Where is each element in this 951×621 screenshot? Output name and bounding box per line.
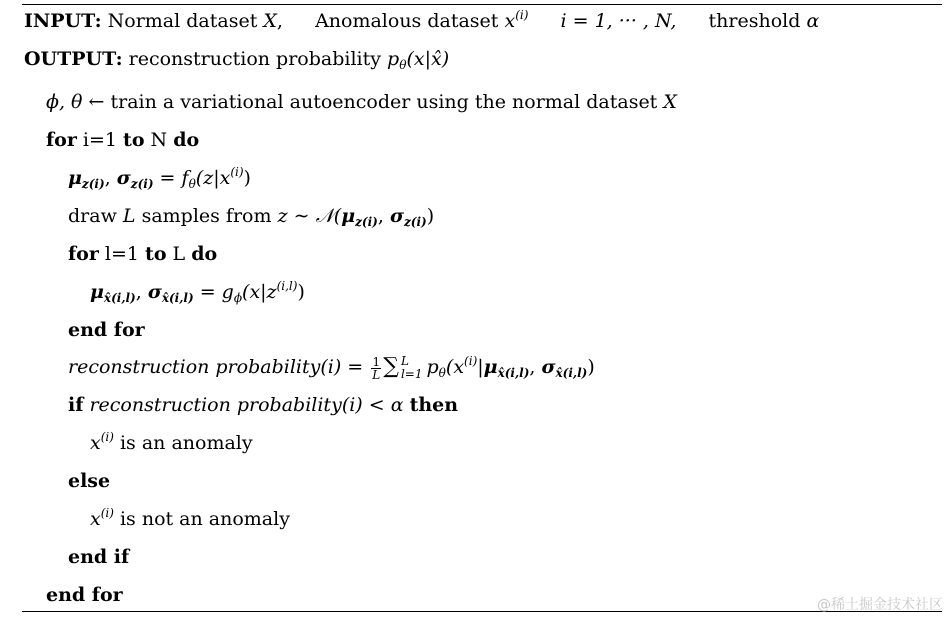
outer-for-line — [46, 128, 199, 152]
encoder-args-sup: (i) — [230, 165, 244, 179]
for-range-start: l=1 — [104, 243, 139, 265]
do-keyword: do — [191, 243, 218, 265]
draw-close: ) — [426, 205, 435, 227]
input-sep: , — [276, 10, 283, 32]
inner-for-line — [68, 242, 217, 266]
for-keyword: for — [68, 243, 99, 265]
recon-mu-sub: x̂(i,l) — [497, 366, 530, 380]
mu-subscript: z(i) — [81, 177, 105, 191]
train-var-x: X — [663, 91, 677, 113]
algorithm-bottom-rule — [22, 611, 942, 612]
threshold-var: α — [806, 10, 820, 32]
then-keyword: then — [409, 394, 459, 416]
recon-args-sup: (i) — [464, 354, 478, 368]
encoder-args: (z|x — [195, 167, 231, 189]
if-line — [68, 393, 458, 417]
algorithm-top-rule — [22, 4, 942, 5]
recon-p-sub: θ — [438, 366, 446, 380]
input-var-x: X — [263, 10, 277, 32]
index-range: i = 1, ··· , N, — [560, 10, 677, 32]
draw-mu-sub: z(i) — [355, 215, 378, 229]
sigma-symbol: σ — [147, 281, 162, 303]
train-text: train a variational autoencoder using the normal dataset — [110, 91, 658, 113]
do-keyword: do — [173, 129, 200, 151]
sum-symbol: ∑ — [383, 354, 399, 379]
not-anomaly-sup: (i) — [100, 506, 114, 520]
encoder-fn-sub: θ — [188, 177, 196, 191]
else-keyword: else — [68, 470, 111, 492]
anomalous-var: x — [504, 10, 516, 32]
decoder-args-sup: (i,l) — [276, 279, 298, 293]
output-label: OUTPUT: — [24, 48, 123, 70]
encoder-eq: = — [159, 167, 176, 189]
input-label: INPUT: — [24, 10, 102, 32]
draw-text: draw — [68, 205, 117, 227]
output-expr-sub: θ — [399, 58, 407, 72]
draw-samples-line: draw L samples from z ∼ $𝒩(\mu_{z(i)}$, $\sigma_{z(i)}$) — [68, 205, 435, 229]
mu-symbol: μ — [68, 167, 82, 189]
sigma-subscript: z(i) — [130, 177, 154, 191]
recon-mu: μ — [483, 356, 498, 378]
sum-lower: l=1 — [400, 367, 423, 381]
draw-mu: μ — [341, 205, 356, 227]
if-condition: reconstruction probability — [89, 394, 342, 416]
draw-z: z ∼ 𝒩( — [277, 205, 342, 227]
mu-symbol: μ — [90, 281, 104, 303]
recon-args: (x — [445, 356, 465, 378]
anomaly-line — [90, 431, 253, 455]
sigma-symbol: σ — [116, 167, 131, 189]
frac-numerator: 1 — [372, 354, 381, 369]
recon-prob-line: reconstruction probability(i) = $\frac{1}{L}$ ∑ L l=1 $p_\theta(x^{(i)}|\mu_{x̂(i,l)}$, $\sigma_{x̂(i,l)}$) — [68, 354, 595, 382]
train-vae-step — [46, 90, 677, 114]
draw-var-l: L — [122, 205, 136, 227]
anomalous-sup: (i) — [515, 8, 529, 22]
recon-lhs: reconstruction probability — [68, 356, 321, 378]
anomaly-sup: (i) — [100, 430, 114, 444]
recon-bar: | — [477, 356, 484, 378]
output-text: reconstruction probability — [128, 48, 381, 70]
not-anomaly-text: is not an anomaly — [119, 508, 290, 530]
frac-denominator: L — [372, 367, 381, 382]
sum-upper: L — [400, 354, 409, 368]
not-anomaly-var: x — [90, 508, 101, 530]
output-expr: p — [387, 48, 400, 70]
decoder-eq: = — [199, 281, 216, 303]
sum-limits — [401, 355, 423, 381]
decoder-args-close: ) — [297, 281, 305, 303]
if-keyword: if — [68, 394, 84, 416]
output-line — [24, 47, 449, 71]
to-keyword: to — [145, 243, 167, 265]
inner-end-for: end for — [68, 319, 145, 341]
recon-sigma: σ — [541, 356, 556, 378]
to-keyword: to — [123, 129, 145, 151]
recon-lhs-arg: (i) = — [320, 356, 364, 378]
outer-end-for: end for — [46, 584, 123, 606]
anomaly-var: x — [90, 432, 101, 454]
recon-close: ) — [587, 356, 595, 378]
decoder-args: (x|z — [242, 281, 277, 303]
recon-fraction — [371, 356, 381, 381]
draw-sigma: σ — [389, 205, 404, 227]
not-anomaly-line — [90, 507, 290, 531]
draw-sigma-sub: z(i) — [403, 215, 427, 229]
recon-sigma-sub: x̂(i,l) — [555, 366, 588, 380]
recon-p: p — [426, 356, 439, 378]
encoder-line: $\mu_{z(i)}$, $\sigma_{z(i)} = f_\theta(z|x^{(i)})$ — [68, 165, 251, 191]
input-text: Normal dataset — [107, 10, 258, 32]
encoder-fn: f — [181, 167, 189, 189]
draw-text2: samples from — [141, 205, 272, 227]
if-condition-arg: (i) < α — [341, 394, 404, 416]
anomalous-text: Anomalous dataset — [315, 10, 499, 32]
end-if: end if — [68, 546, 130, 568]
watermark: @稀土掘金技术社区 — [817, 597, 943, 613]
mu-subscript: x̂(i,l) — [103, 291, 136, 305]
for-range-end: N — [150, 129, 168, 151]
decoder-fn-sub: ϕ — [233, 291, 243, 305]
decoder-fn: g — [221, 281, 234, 303]
for-range-start: i=1 — [82, 129, 117, 151]
params-assign: ϕ, θ ← — [46, 91, 105, 113]
decoder-line: $\mu_{x̂(i,l)}$, $\sigma_{x̂(i,l)} = g_\phi(x|z^{(i,l)})$ — [90, 279, 305, 305]
threshold-text: threshold — [708, 10, 801, 32]
output-expr-args: (x|x̂) — [406, 48, 450, 70]
for-keyword: for — [46, 129, 77, 151]
sigma-subscript: x̂(i,l) — [161, 291, 194, 305]
input-line — [24, 9, 819, 33]
anomaly-text: is an anomaly — [119, 432, 253, 454]
for-range-end: L — [172, 243, 186, 265]
encoder-args-close: ) — [243, 167, 251, 189]
